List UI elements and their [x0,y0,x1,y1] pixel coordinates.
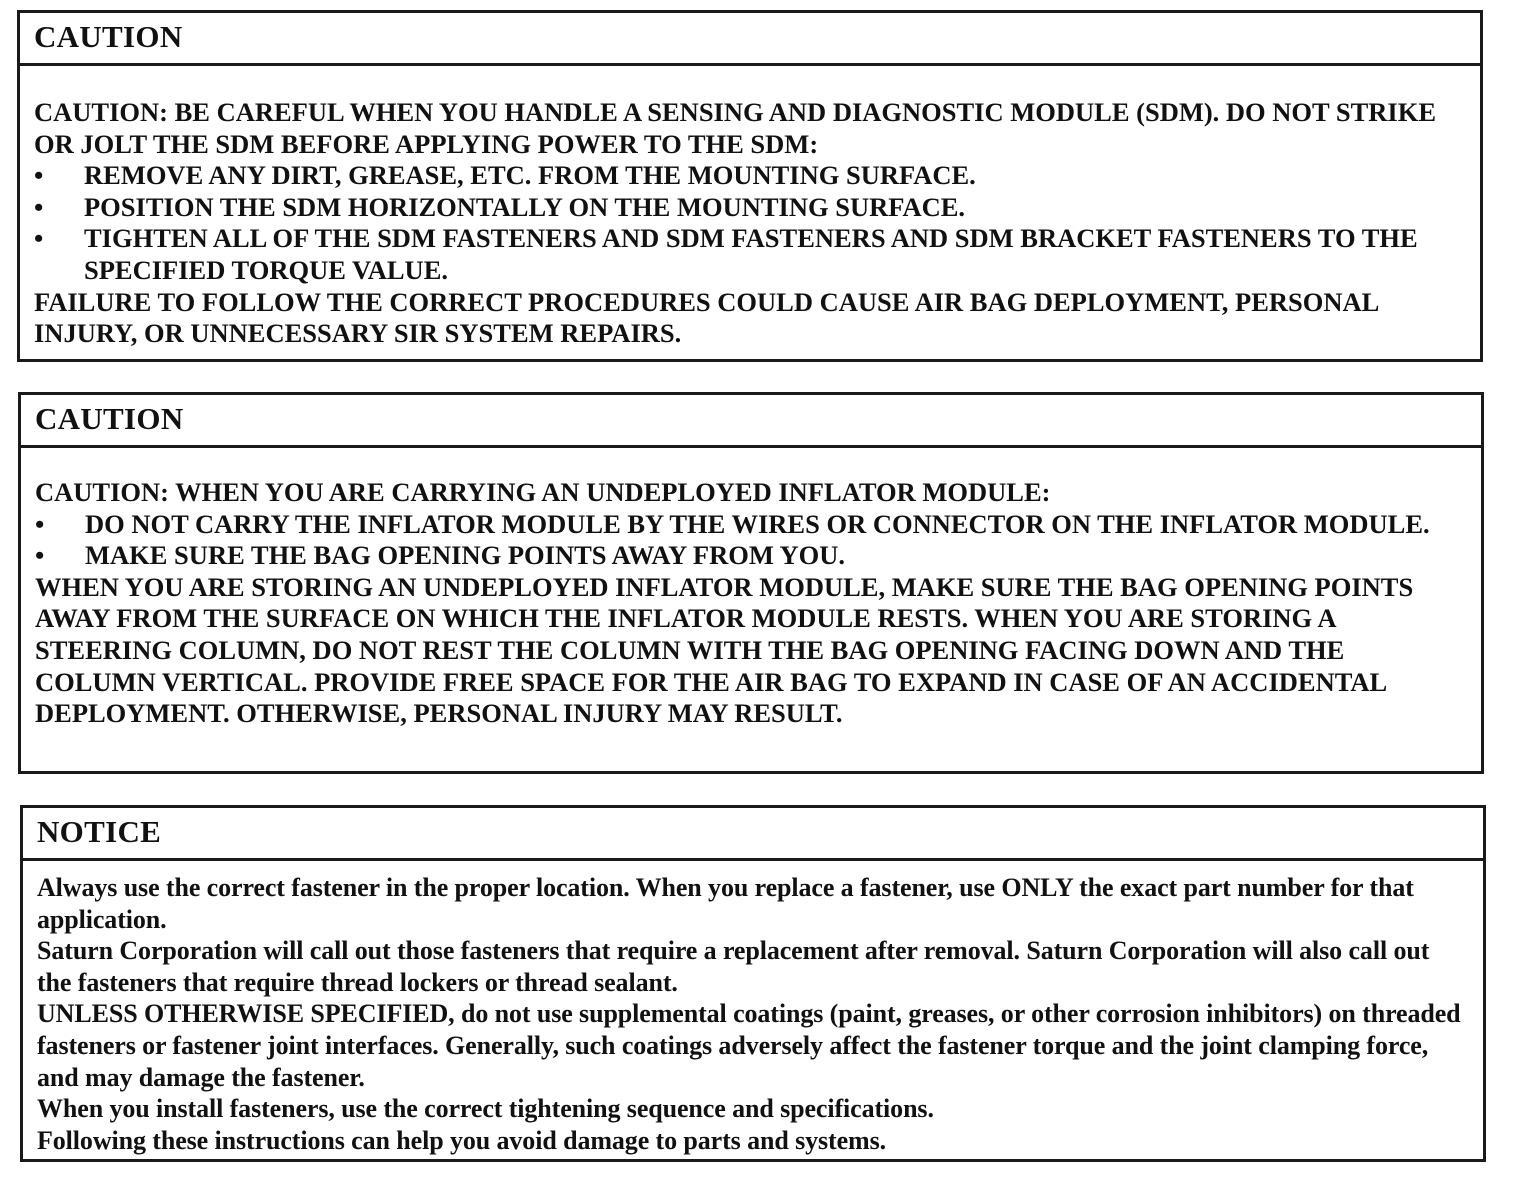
bullet-item [34,223,1466,286]
bullet-icon: • [35,540,45,571]
bullet-icon: • [34,223,44,254]
notice-paragraph: Always use the correct fastener in the proper location. When you replace a fastener, use ONLY the exact part number for that application. [37,873,1414,934]
caution-outro: WHEN YOU ARE STORING AN UNDEPLOYED INFLATOR MODULE, MAKE SURE THE BAG OPENING POINTS AWAY FROM THE SURFACE ON WHICH THE INFLATOR MODULE RESTS. WHEN YOU ARE STORING A STEERING COLUMN, DO NOT REST THE COLUMN WITH THE BAG OPENING FACING DOWN AND THE COLUMN VERTICAL. PROVIDE FREE SPACE FOR THE AIR BAG TO EXPAND IN CASE OF AN ACCIDENTAL DEPLOYMENT. OTHERWISE, PERSONAL INJURY MAY RESULT. [35,571,1414,729]
bullet-item [35,540,1467,572]
bullet-text: REMOVE ANY DIRT, GREASE, ETC. FROM THE MOUNTING SURFACE. [84,160,976,191]
bullet-text: POSITION THE SDM HORIZONTALLY ON THE MOUNTING SURFACE. [84,191,966,222]
notice-paragraph: UNLESS OTHERWISE SPECIFIED, do not use supplemental coatings (paint, greases, or other corrosion inhibitors) on threaded fasteners or fastener joint interfaces. Generally, such coatings adversely affect the fastener torque and the joint clamping force, and may damage the fastener. [37,999,1461,1092]
notice-heading: NOTICE [23,808,1483,861]
caution-intro: CAUTION: WHEN YOU ARE CARRYING AN UNDEPLOYED INFLATOR MODULE: [35,477,1051,507]
caution-body [20,66,1480,350]
notice-body [23,861,1483,1156]
caution-body [21,448,1481,730]
bullet-text: MAKE SURE THE BAG OPENING POINTS AWAY FROM YOU. [85,540,846,571]
caution-intro: CAUTION: BE CAREFUL WHEN YOU HANDLE A SENSING AND DIAGNOSTIC MODULE (SDM). DO NOT STRIKE OR JOLT THE SDM BEFORE APPLYING POWER TO THE SDM: [34,97,1437,159]
bullet-item [34,160,1466,192]
bullet-icon: • [34,191,44,222]
notice-box-fasteners [20,805,1486,1162]
notice-paragraph: Saturn Corporation will call out those fasteners that require a replacement after removal. Saturn Corporation will also call out the fasteners that require thread lockers or thread sealant. [37,936,1430,997]
bullet-icon: • [35,508,45,539]
caution-heading: CAUTION [21,395,1481,448]
bullet-icon: • [34,160,44,191]
bullet-item [35,509,1467,541]
bullet-text: TIGHTEN ALL OF THE SDM FASTENERS AND SDM FASTENERS AND SDM BRACKET FASTENERS TO THE SPECIFIED TORQUE VALUE. [84,223,1418,285]
caution-box-sdm [17,10,1483,362]
notice-paragraph: Following these instructions can help you avoid damage to parts and systems. [37,1125,887,1155]
notice-paragraph: When you install fasteners, use the correct tightening sequence and specifications. [37,1094,934,1124]
caution-outro: FAILURE TO FOLLOW THE CORRECT PROCEDURES COULD CAUSE AIR BAG DEPLOYMENT, PERSONAL INJURY, OR UNNECESSARY SIR SYSTEM REPAIRS. [34,286,1378,349]
caution-heading: CAUTION [20,13,1480,66]
bullet-text: DO NOT CARRY THE INFLATOR MODULE BY THE WIRES OR CONNECTOR ON THE INFLATOR MODULE. [85,508,1430,539]
bullet-item [34,192,1466,224]
caution-box-inflator [18,392,1484,774]
